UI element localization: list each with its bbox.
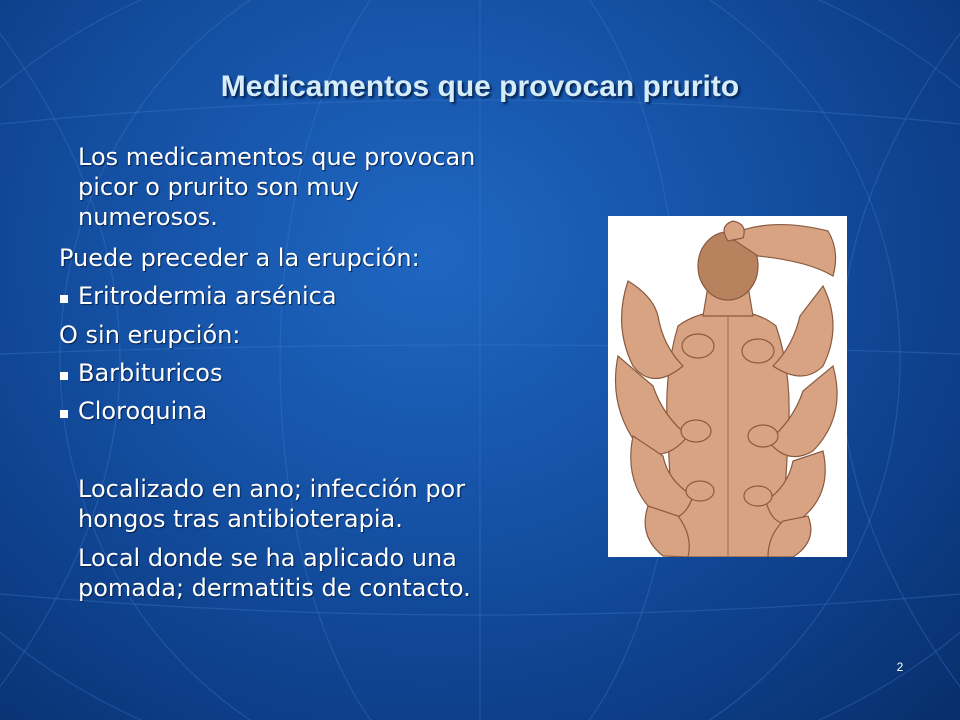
bullet-item-cloroquina: Cloroquina [78, 397, 208, 425]
scratching-back-illustration [608, 216, 847, 557]
precede-label: Puede preceder a la erupción: [59, 244, 420, 272]
local-contact-line-2: pomada; dermatitis de contacto. [78, 574, 471, 602]
slide-title: Medicamentos que provocan prurito [220, 70, 740, 103]
intro-line-1: Los medicamentos que provocan [78, 143, 476, 171]
local-contact-line-1: Local donde se ha aplicado una [78, 544, 457, 572]
bullet-item-eritrodermia: Eritrodermia arsénica [78, 282, 337, 310]
bullet-square-icon [60, 295, 68, 303]
intro-line-2: picor o prurito son muy [78, 173, 359, 201]
page-number: 2 [896, 660, 904, 674]
bullet-item-barbituricos: Barbituricos [78, 359, 223, 387]
bullet-square-icon [60, 372, 68, 380]
local-anal-line-1: Localizado en ano; infección por [78, 475, 466, 503]
intro-line-3: numerosos. [78, 203, 218, 231]
local-anal-line-2: hongos tras antibioterapia. [78, 505, 403, 533]
bullet-square-icon [60, 410, 68, 418]
no-rash-label: O sin erupción: [59, 321, 241, 349]
